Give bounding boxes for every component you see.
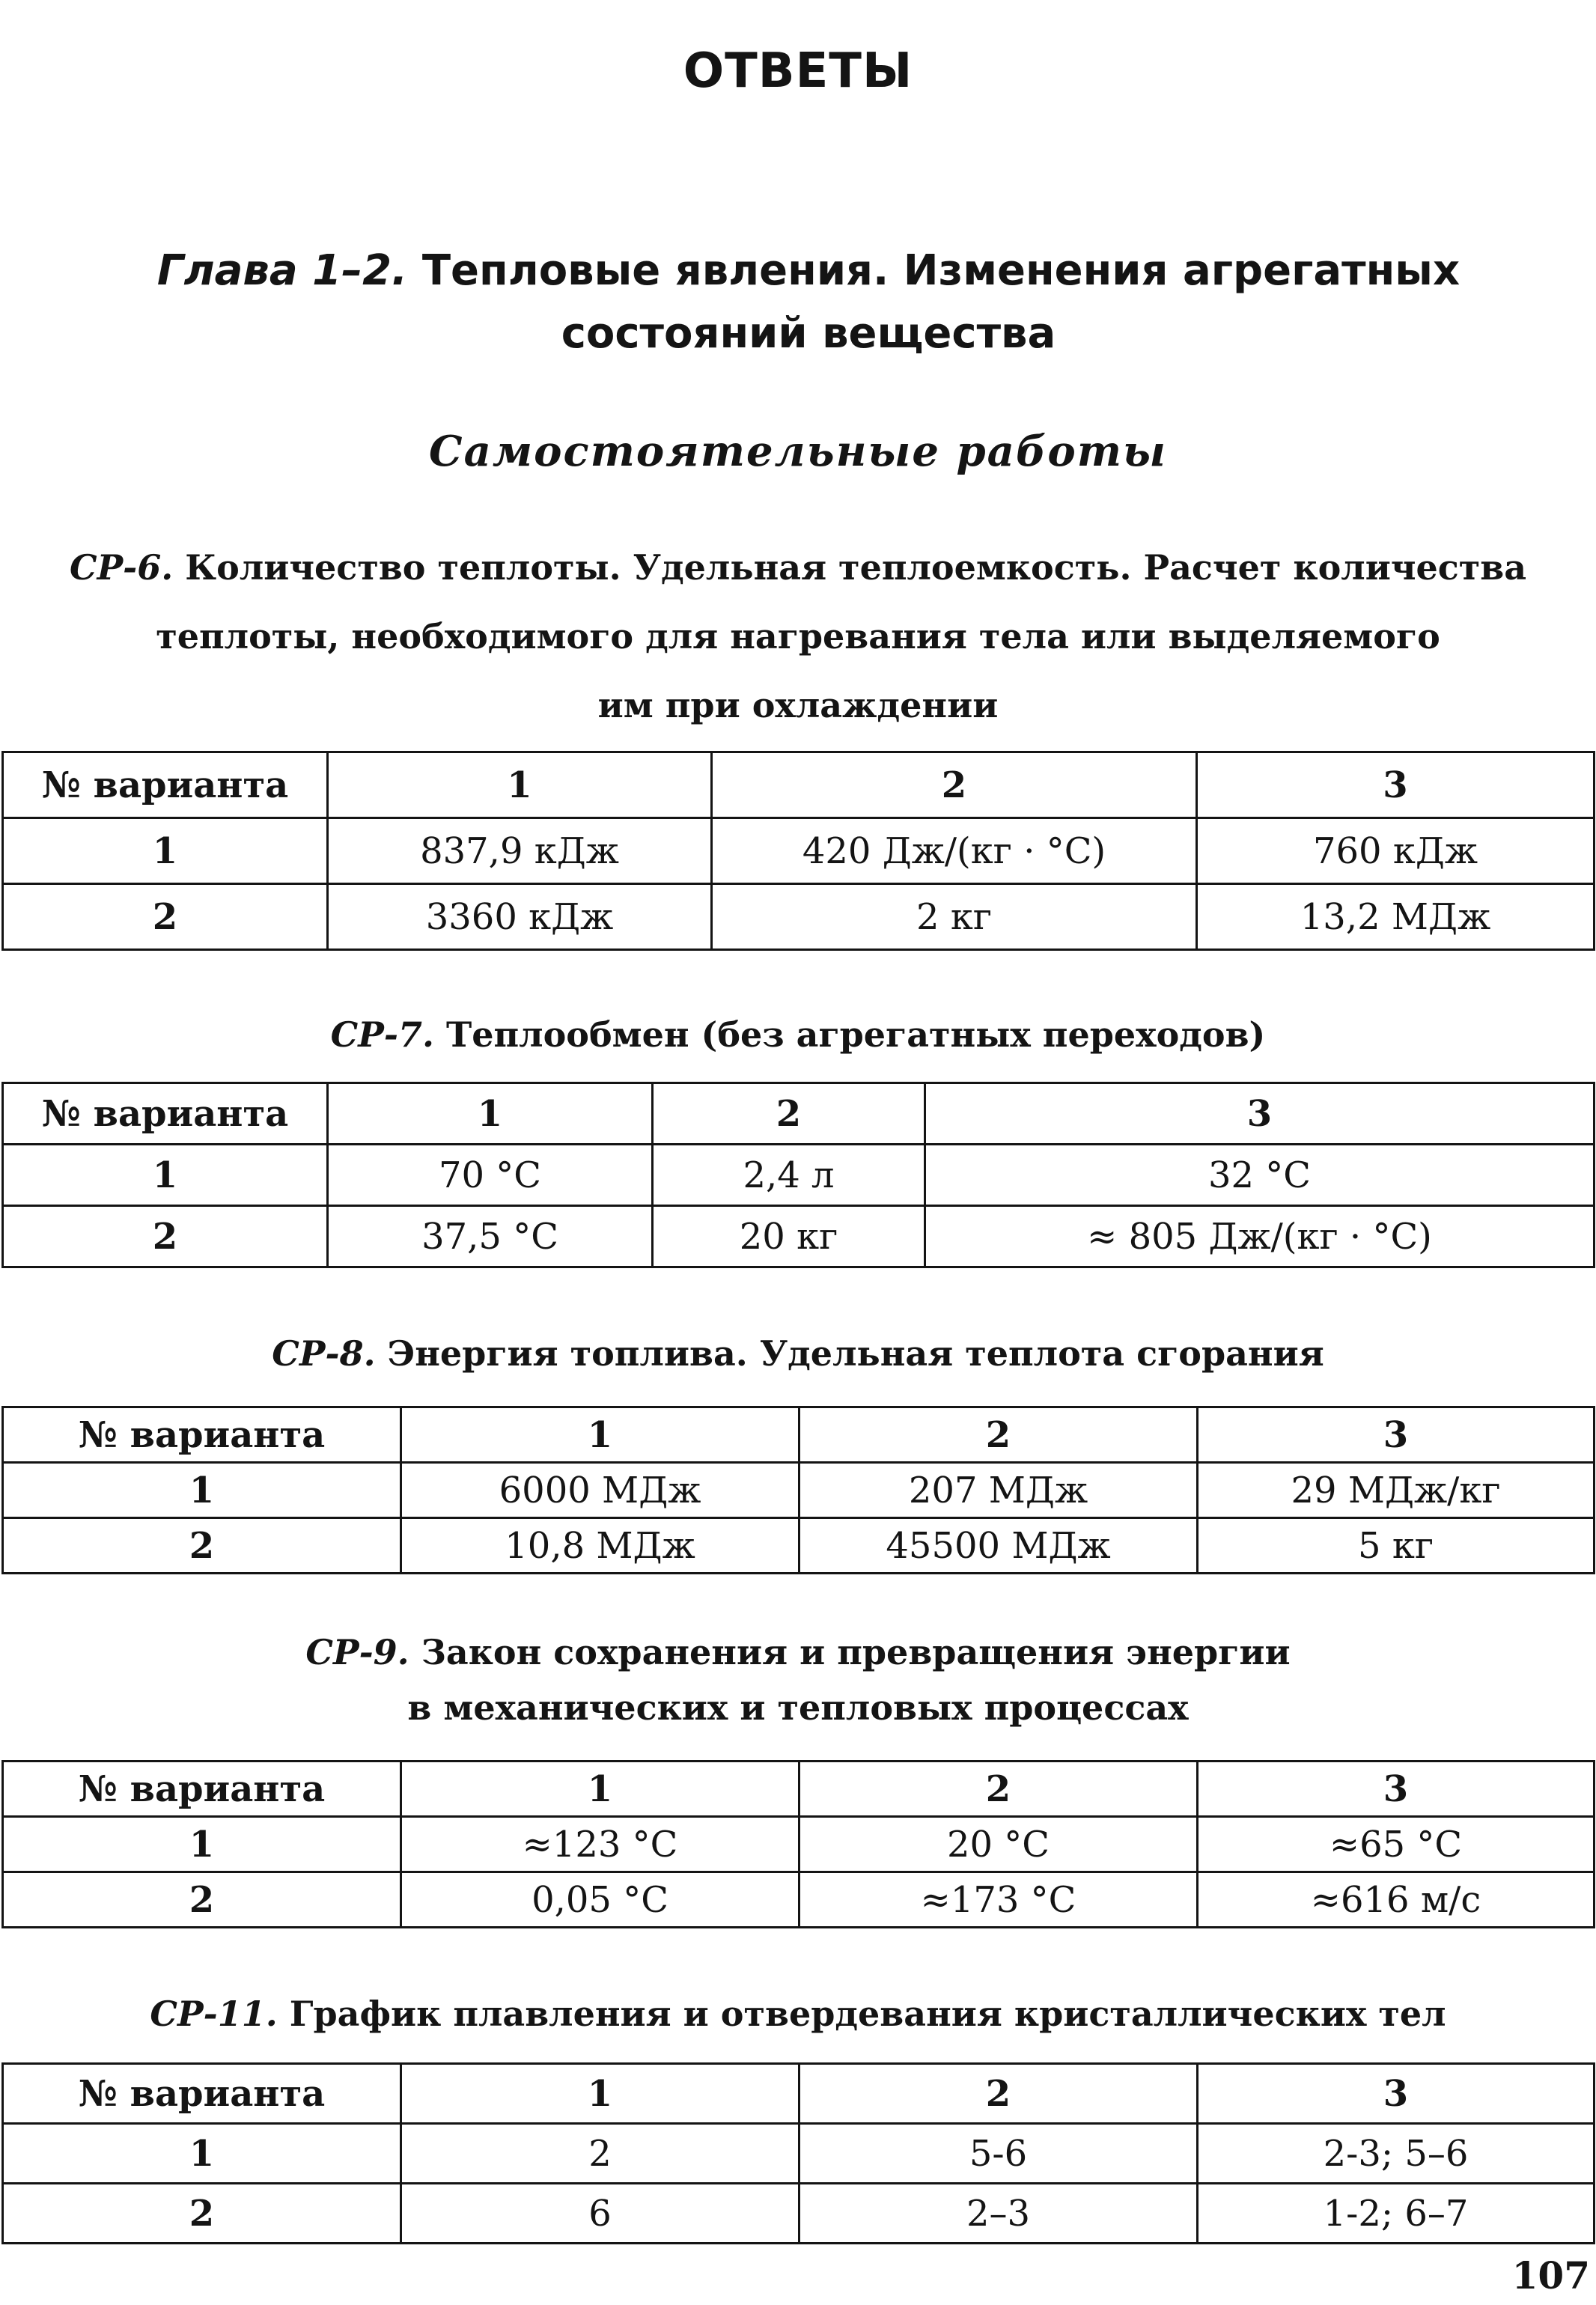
answers-table-sr7 [1,1082,1595,1268]
variant-cell: 2 [3,1518,401,1574]
section-title-sr11 [15,1987,1581,2041]
header-cell: 2 [653,1083,925,1145]
answer-cell: ≈173 °С [799,1872,1198,1928]
header-cell: 1 [401,1762,799,1817]
header-cell: 3 [1197,752,1595,818]
answers-table-sr11 [1,2062,1595,2244]
chapter-title-line-1: Тепловые явления. Изменения агрегатных [407,246,1461,295]
answer-cell: 837,9 кДж [328,818,712,884]
section-title-sr6 [15,533,1581,740]
section-title-line: Энергия топлива. Удельная теплота сгорания [375,1333,1324,1374]
header-cell: 2 [799,1762,1198,1817]
answers-table-sr9 [1,1760,1595,1928]
answer-cell: 1-2; 6–7 [1198,2184,1595,2244]
header-cell: 1 [328,752,712,818]
section-code: СР-8. [272,1333,376,1374]
answer-cell: 45500 МДж [799,1518,1198,1574]
answer-cell: 2 [401,2124,799,2184]
section-code: СР-6. [69,547,174,588]
variant-cell: 1 [3,818,328,884]
answer-cell: 3360 кДж [328,884,712,950]
answer-cell: 20 °С [799,1817,1198,1872]
answer-cell: 2,4 л [653,1145,925,1206]
chapter-heading [67,240,1550,365]
variant-cell: 2 [3,1872,401,1928]
answer-cell: 6000 МДж [401,1463,799,1518]
section-code: СР-9. [305,1632,409,1672]
section-title-sr8 [15,1330,1581,1377]
table-row [3,2124,1595,2184]
answer-cell: 207 МДж [799,1463,1198,1518]
header-cell: 1 [328,1083,653,1145]
answer-cell: 10,8 МДж [401,1518,799,1574]
section-code: СР-7. [330,1014,434,1055]
table-header-row [3,1407,1595,1463]
table-row [3,1206,1595,1267]
table-row [3,1817,1595,1872]
section-title-line: им при охлаждении [597,685,999,725]
header-cell: 1 [401,2064,799,2124]
answer-cell: ≈616 м/с [1198,1872,1595,1928]
header-cell: 2 [799,2064,1198,2124]
answer-cell: 0,05 °С [401,1872,799,1928]
answer-cell: 29 МДж/кг [1198,1463,1595,1518]
header-cell: № варианта [3,1083,328,1145]
page-title: ОТВЕТЫ [683,43,913,99]
variant-cell: 1 [3,1817,401,1872]
table-header-row [3,2064,1595,2124]
header-cell: 2 [712,752,1197,818]
header-cell: 3 [1198,1407,1595,1463]
variant-cell: 1 [3,1145,328,1206]
header-cell: № варианта [3,1762,401,1817]
answer-cell: 37,5 °С [328,1206,653,1267]
answer-cell: 6 [401,2184,799,2244]
header-cell: 3 [925,1083,1595,1145]
table-row [3,1872,1595,1928]
section-title-line: в механических и тепловых процессах [407,1687,1189,1728]
section-code: СР-11. [150,1994,278,2034]
answer-cell: 420 Дж/(кг · °С) [712,818,1197,884]
variant-cell: 2 [3,884,328,950]
table-row [3,818,1595,884]
table-header-row [3,752,1595,818]
header-cell: № варианта [3,1407,401,1463]
table-row [3,1518,1595,1574]
answers-table-sr8 [1,1406,1595,1574]
section-group-title: Самостоятельные работы [429,427,1167,476]
answer-cell: 20 кг [653,1206,925,1267]
variant-cell: 2 [3,1206,328,1267]
answer-cell: 70 °С [328,1145,653,1206]
table-row [3,1463,1595,1518]
answer-cell: 13,2 МДж [1197,884,1595,950]
section-title-line: теплоты, необходимого для нагревания тела или выделяемого [156,616,1440,657]
header-cell: № варианта [3,2064,401,2124]
variant-cell: 1 [3,1463,401,1518]
chapter-title-line-2: состояний вещества [561,309,1056,358]
header-cell: 3 [1198,2064,1595,2124]
answer-cell: ≈123 °С [401,1817,799,1872]
section-title-line: Закон сохранения и превращения энергии [409,1632,1291,1672]
answer-cell: 2 кг [712,884,1197,950]
header-cell: 3 [1198,1762,1595,1817]
section-title-line: График плавления и отвердевания кристаллических тел [277,1994,1446,2034]
answer-cell: ≈ 805 Дж/(кг · °С) [925,1206,1595,1267]
answer-cell: 5-6 [799,2124,1198,2184]
table-row [3,884,1595,950]
table-header-row [3,1762,1595,1817]
answers-table-sr6 [1,751,1595,951]
page-number: 107 [1511,2253,1590,2298]
answer-cell: 5 кг [1198,1518,1595,1574]
answer-cell: 32 °С [925,1145,1595,1206]
table-row [3,1145,1595,1206]
section-title-sr7 [15,1011,1581,1059]
header-cell: 1 [401,1407,799,1463]
chapter-number: Глава 1–2. [156,246,408,295]
answer-cell: 2–3 [799,2184,1198,2244]
header-cell: № варианта [3,752,328,818]
section-title-line: Количество теплоты. Удельная теплоемкость. Расчет количества [173,547,1527,588]
table-row [3,2184,1595,2244]
answer-cell: ≈65 °С [1198,1817,1595,1872]
answer-cell: 2-3; 5–6 [1198,2124,1595,2184]
table-header-row [3,1083,1595,1145]
variant-cell: 1 [3,2124,401,2184]
header-cell: 2 [799,1407,1198,1463]
answer-cell: 760 кДж [1197,818,1595,884]
section-title-sr9 [15,1625,1581,1735]
section-title-line: Теплообмен (без агрегатных переходов) [433,1014,1266,1055]
variant-cell: 2 [3,2184,401,2244]
